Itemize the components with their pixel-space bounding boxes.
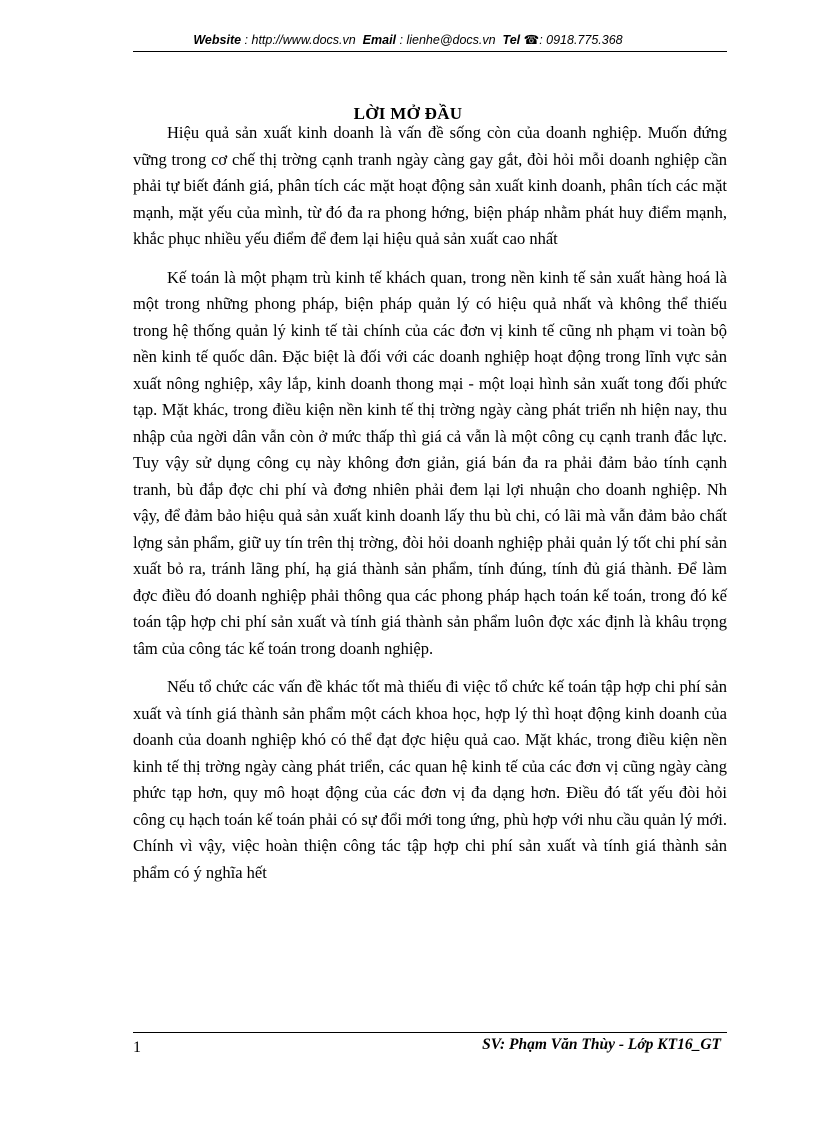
document-title: LỜI MỞ ĐẦU: [353, 104, 463, 123]
footer-divider: [133, 1032, 727, 1033]
website-label: Website: [193, 33, 242, 47]
paragraph-3: Nếu tổ chức các vấn đề khác tốt mà thiếu đi việc tổ chức kế toán tập hợp chi phí sản xuất và tính giá thành sản phẩm một cách khoa học, hợp lý thì hoạt động kinh doanh của doanh của doanh nghiệp khó có thể đạt đợc hiệu quả cao. Mặt khác, trong điều kiện nền kinh tế thị trờng ngày càng phát triển, các quan hệ kinh tế của các đơn vị cũng ngày càng phức tạp hơn, quy mô hoạt động của các đơn vị đa dạng hơn. Điều đó tất yếu đòi hỏi công cụ hạch toán kế toán phải có sự đổi mới tong ứng, phù hợp với nhu cầu quản lý mới. Chính vì vậy, việc hoàn thiện công tác tập hợp chi phí sản xuất và tính giá thành sản phẩm có ý nghĩa hết: [133, 677, 727, 882]
page-header: [0, 32, 816, 47]
paragraph-2: Kế toán là một phạm trù kinh tế khách quan, trong nền kinh tế sản xuất hàng hoá là một trong những phong pháp, biện pháp quản lý có hiệu quả nhất và không thể thiếu trong hệ thống quản lý kinh tế tài chính của các đơn vị kinh tế cũng nh phạm vi toàn bộ nền kinh tế quốc dân. Đặc biệt là đối với các doanh nghiệp hoạt động trong lĩnh vực sản xuất nông nghiệp, xây lắp, kinh doanh thong mại - một loại hình sản xuất tong đối phức tạp. Mặt khác, trong điều kiện nền kinh tế thị trờng ngày càng phát triển nh hiện nay, thu nhập của ngời dân vẫn còn ở mức thấp thì giá cả vẫn là một công cụ cạnh tranh đắc lực. Tuy vậy sử dụng công cụ này không đơn giản, giá bán đa ra phải đảm bảo tính cạnh tranh, bù đắp đợc chi phí và đơng nhiên phải đem lại lợi nhuận cho doanh nghiệp. Nh vậy, để đảm bảo hiệu quả sản xuất kinh doanh lấy thu bù chi, có lãi mà vẫn đảm bảo chất lợng sản phẩm, giữ uy tín trên thị trờng, đòi hỏi doanh nghiệp phải quản lý tốt chi phí sản xuất bỏ ra, tránh lãng phí, hạ giá thành sản phẩm, tính đúng, tính đủ giá thành. Để làm đợc điều đó doanh nghiệp phải thông qua các phong pháp hạch toán kế toán, trong đó kế toán tập hợp chi phí sản xuất và tính giá thành sản phẩm luôn đợc xác định là khâu trọng tâm của công tác kế toán trong doanh nghiệp.: [133, 267, 727, 658]
website-value: : http://www.docs.vn: [244, 33, 356, 47]
header-divider: [133, 51, 727, 52]
page-number: 1: [133, 1039, 141, 1056]
paragraph-1: Hiệu quả sản xuất kinh doanh là vấn đề sống còn của doanh nghiệp. Muốn đứng vững trong cơ chế thị trờng cạnh tranh ngày càng gay gắt, đòi hỏi mỗi doanh nghiệp cần phải tự biết đánh giá, phân tích các mặt hoạt động sản xuất kinh doanh, phân tích các mặt mạnh, mặt yếu của mình, từ đó đa ra phong hớng, biện pháp nhằm phát huy điểm mạnh, khắc phục nhiều yếu điểm để đem lại hiệu quả sản xuất cao nhất: [133, 123, 727, 248]
tel-label: Tel: [502, 33, 521, 47]
email-value: : lienhe@docs.vn: [399, 33, 496, 47]
tel-value: ☎: 0918.775.368: [523, 33, 623, 47]
document-body: [133, 120, 727, 898]
footer-author: SV: Phạm Văn Thùy - Lớp KT16_GT: [482, 1036, 721, 1053]
email-label: Email: [362, 33, 397, 47]
